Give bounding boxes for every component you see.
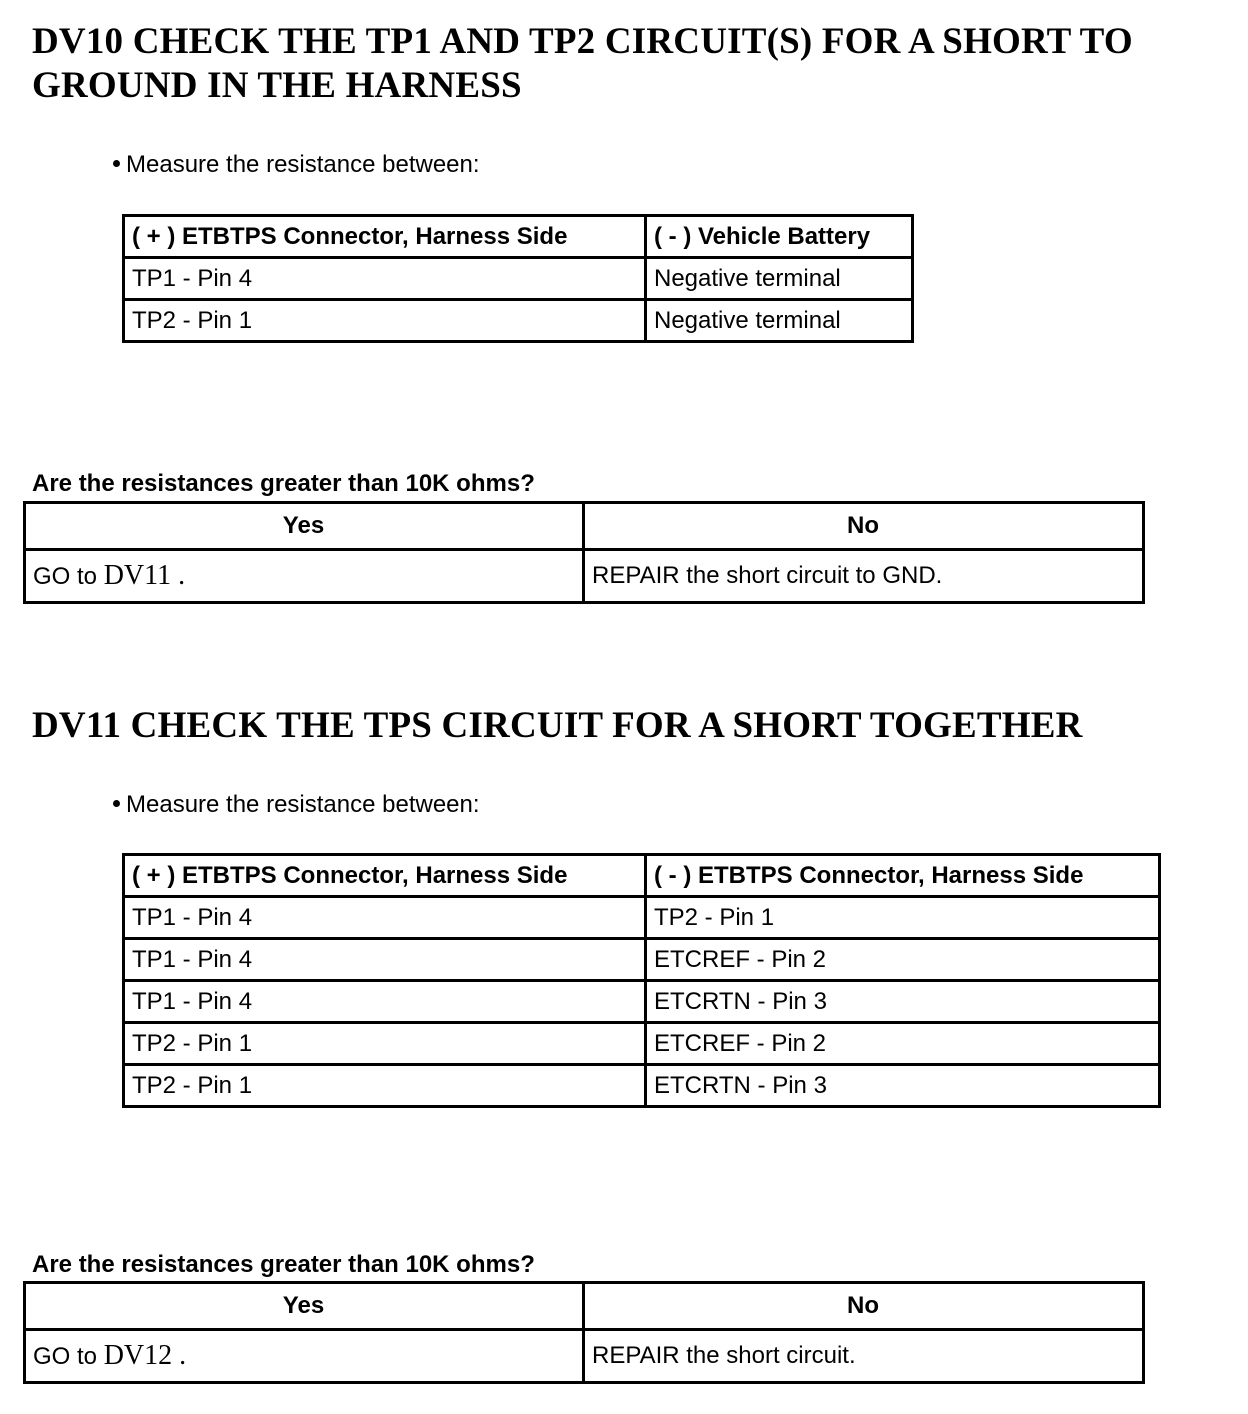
table-cell: Negative terminal: [646, 258, 913, 300]
yes-header: Yes: [25, 1283, 584, 1330]
dv10-question: Are the resistances greater than 10K ohms?: [32, 470, 535, 497]
dv10-instruction-text: Measure the resistance between:: [126, 151, 480, 178]
table-row: [124, 897, 1160, 939]
goto-dv11-link[interactable]: DV11: [103, 560, 172, 591]
dv11-instruction: [113, 790, 480, 820]
table-row: [124, 1023, 1160, 1065]
yes-action-suffix: .: [172, 1340, 187, 1371]
dv10-header-negative: ( - ) Vehicle Battery: [646, 216, 913, 258]
no-header: No: [584, 503, 1144, 550]
dv10-measurement-table: [122, 214, 914, 343]
bullet-icon: [113, 160, 120, 167]
dv11-measurement-table: [122, 853, 1161, 1108]
table-header-row: [124, 855, 1160, 897]
yes-action-cell: [25, 1330, 584, 1383]
no-action-cell: REPAIR the short circuit.: [584, 1330, 1144, 1383]
table-cell: TP1 - Pin 4: [124, 939, 646, 981]
dv11-question: Are the resistances greater than 10K ohms?: [32, 1251, 535, 1278]
table-cell: ETCREF - Pin 2: [646, 1023, 1160, 1065]
yes-action-prefix: GO to: [33, 563, 104, 590]
dv11-instruction-text: Measure the resistance between:: [126, 791, 480, 818]
table-cell: TP1 - Pin 4: [124, 258, 646, 300]
yes-action-cell: [25, 550, 584, 603]
table-row: [124, 939, 1160, 981]
table-row: [124, 258, 913, 300]
table-header-row: [124, 216, 913, 258]
table-row: [25, 1330, 1144, 1383]
dv10-instruction: [113, 150, 480, 180]
dv11-header-negative: ( - ) ETBTPS Connector, Harness Side: [646, 855, 1160, 897]
table-cell: ETCRTN - Pin 3: [646, 1065, 1160, 1107]
dv10-title-line1: DV10 CHECK THE TP1 AND TP2 CIRCUIT(S) FOR A SHORT TO: [32, 21, 1133, 62]
yes-action-prefix: GO to: [33, 1343, 104, 1370]
table-cell: Negative terminal: [646, 300, 913, 342]
dv11-header-positive: ( + ) ETBTPS Connector, Harness Side: [124, 855, 646, 897]
table-cell: TP2 - Pin 1: [124, 1023, 646, 1065]
table-cell: ETCREF - Pin 2: [646, 939, 1160, 981]
table-row: [124, 300, 913, 342]
dv11-title: DV11 CHECK THE TPS CIRCUIT FOR A SHORT TOGETHER: [32, 705, 1083, 746]
table-header-row: [25, 1283, 1144, 1330]
table-cell: TP2 - Pin 1: [124, 1065, 646, 1107]
dv10-title-line2: GROUND IN THE HARNESS: [32, 65, 522, 106]
table-cell: TP1 - Pin 4: [124, 981, 646, 1023]
table-cell: TP2 - Pin 1: [646, 897, 1160, 939]
no-action-cell: REPAIR the short circuit to GND.: [584, 550, 1144, 603]
goto-dv12-link[interactable]: DV12: [103, 1340, 173, 1371]
table-header-row: [25, 503, 1144, 550]
dv10-answer-table: [23, 501, 1145, 604]
dv10-header-positive: ( + ) ETBTPS Connector, Harness Side: [124, 216, 646, 258]
dv11-answer-table: [23, 1281, 1145, 1384]
table-cell: ETCRTN - Pin 3: [646, 981, 1160, 1023]
bullet-icon: [113, 800, 120, 807]
yes-header: Yes: [25, 503, 584, 550]
no-header: No: [584, 1283, 1144, 1330]
yes-action-suffix: .: [171, 560, 186, 591]
table-row: [124, 1065, 1160, 1107]
dv10-title: [32, 20, 1133, 108]
table-row: [25, 550, 1144, 603]
table-row: [124, 981, 1160, 1023]
table-cell: TP2 - Pin 1: [124, 300, 646, 342]
table-cell: TP1 - Pin 4: [124, 897, 646, 939]
